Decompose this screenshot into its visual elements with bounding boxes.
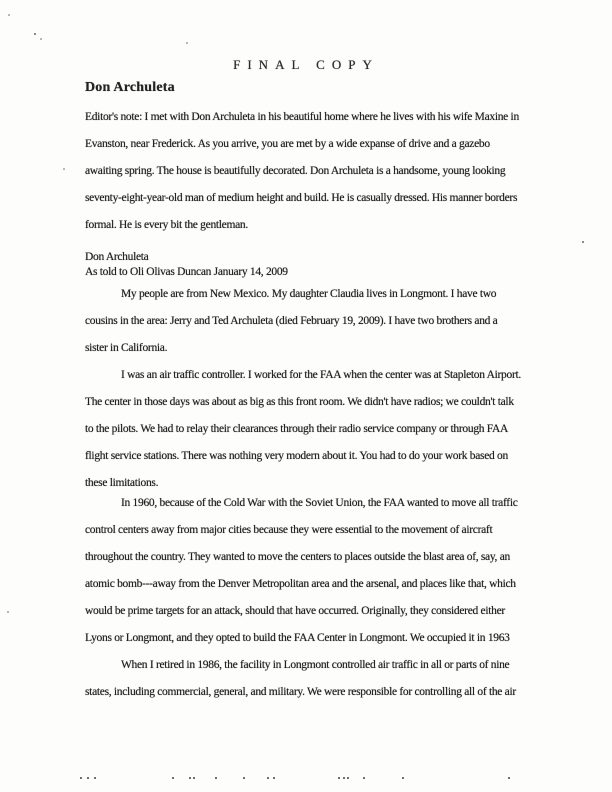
- scan-speck: [40, 38, 42, 40]
- paragraph-line: flight service stations. There was nothing very modern about it. You had to do your work based on: [85, 450, 508, 462]
- paragraph-line: cousins in the area: Jerry and Ted Archuleta (died February 19, 2009). I have two brothers and a: [85, 315, 498, 327]
- paragraph-line: In 1960, because of the Cold War with the Soviet Union, the FAA wanted to move all traffic: [121, 497, 518, 509]
- editors-note-line: seventy-eight-year-old man of medium height and build. He is casually dressed. His manner borders: [85, 192, 518, 204]
- byline-name: Don Archuleta: [85, 251, 149, 263]
- editors-note-line: awaiting spring. The house is beautifully decorated. Don Archuleta is a handsome, young looking: [85, 165, 506, 177]
- paragraph-line: When I retired in 1986, the facility in Longmont controlled air traffic in all or parts of nine: [121, 659, 510, 671]
- body-paragraph-4: [85, 652, 560, 706]
- editors-note-line: Evanston, near Frederick. As you arrive, you are met by a wide expanse of drive and a gazebo: [85, 138, 490, 150]
- scan-speck: [582, 241, 584, 243]
- paragraph-line: would be prime targets for an attack, should that have occurred. Originally, they considered either: [85, 605, 505, 617]
- editors-note-line: Editor's note: I met with Don Archuleta in his beautiful home where he lives with his wife Maxine in: [85, 111, 519, 123]
- byline-block: [85, 250, 560, 279]
- scan-speck: [63, 168, 65, 170]
- scan-speck: [8, 14, 10, 16]
- scan-speck: [7, 611, 9, 613]
- paragraph-line: these limitations.: [85, 477, 159, 489]
- document-stamp-final-copy: FINAL COPY: [233, 57, 379, 72]
- paragraph-line: atomic bomb---away from the Denver Metropolitan area and the arsenal, and places like that, which: [85, 578, 516, 590]
- body-paragraph-3: [85, 490, 560, 652]
- body-paragraph-1: [85, 281, 560, 362]
- paragraph-line: states, including commercial, general, and military. We were responsible for controlling all of the air: [85, 686, 516, 698]
- paragraph-line: Lyons or Longmont, and they opted to build the FAA Center in Longmont. We occupied it in 1963: [85, 632, 510, 644]
- body-paragraph-2: [85, 362, 560, 497]
- paragraph-line: to the pilots. We had to relay their clearances through their radio service company or through FAA: [85, 423, 509, 435]
- paragraph-line: control centers away from major cities because they were essential to the movement of aircraft: [85, 524, 493, 536]
- scan-speck: [34, 33, 36, 35]
- editors-note-line: formal. He is every bit the gentleman.: [85, 219, 248, 231]
- editors-note-paragraph: [85, 104, 560, 239]
- paragraph-line: I was an air traffic controller. I worked for the FAA when the center was at Stapleton Airport.: [121, 369, 521, 381]
- paragraph-line: The center in those days was about as big as this front room. We didn't have radios; we couldn't talk: [85, 396, 514, 408]
- paragraph-line: My people are from New Mexico. My daughter Claudia lives in Longmont. I have two: [121, 288, 497, 300]
- paragraph-line: throughout the country. They wanted to move the centers to places outside the blast area of, say, an: [85, 551, 510, 563]
- paragraph-line: sister in California.: [85, 342, 168, 354]
- byline-attribution: As told to Oli Olivas Duncan January 14, 2009: [85, 265, 288, 278]
- scan-speck: [186, 42, 188, 44]
- document-heading: Don Archuleta: [85, 80, 175, 95]
- scan-edge-noise: [0, 776, 612, 780]
